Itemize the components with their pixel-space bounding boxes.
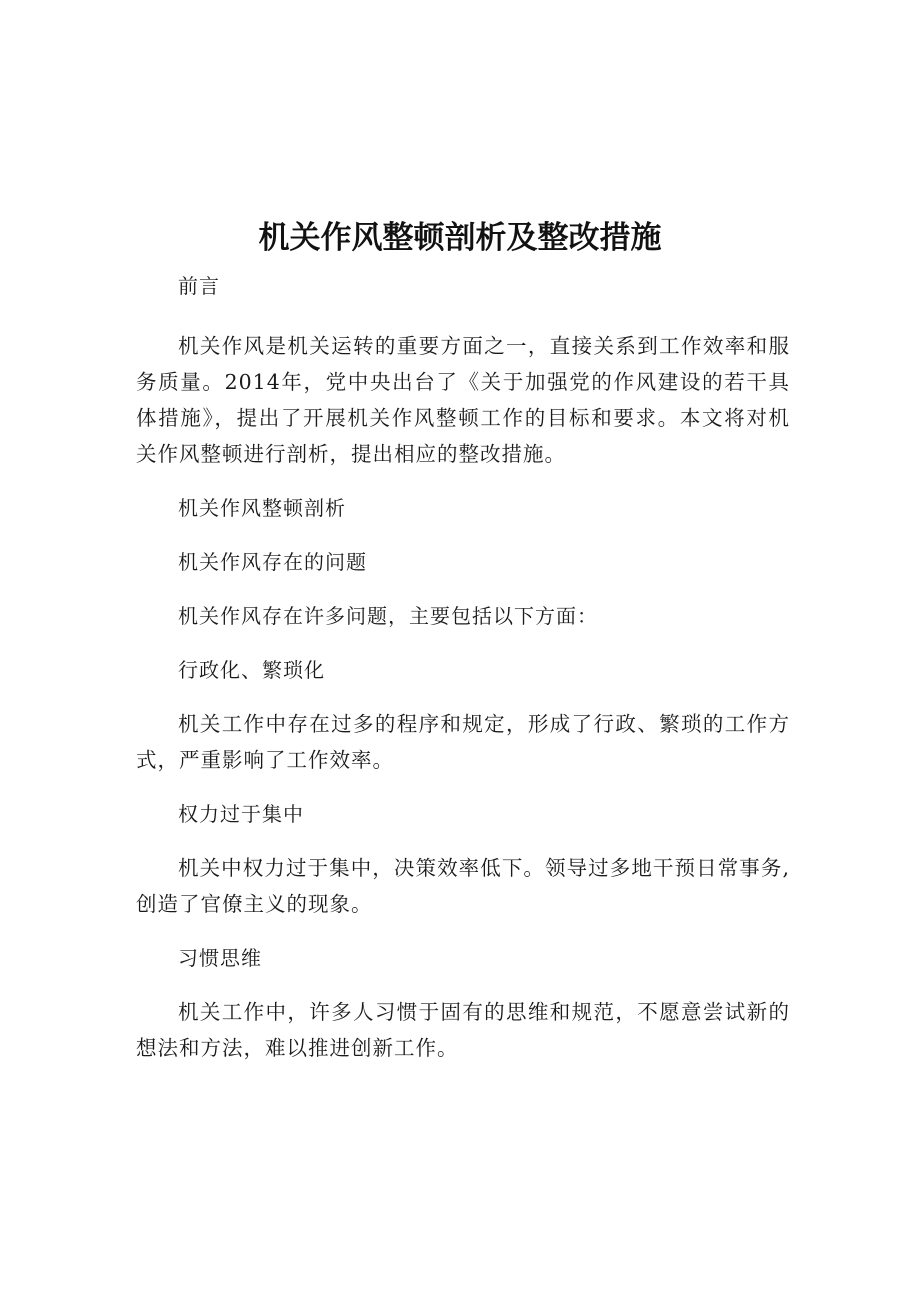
problem-heading-bureaucratization: 行政化、繁琐化 (178, 658, 325, 682)
spacer (136, 526, 790, 544)
problem-text-power-concentration: 机关中权力过于集中，决策效率低下。领导过多地干预日常事务,创造了官僚主义的现象。 (136, 856, 790, 916)
spacer (136, 976, 790, 994)
problem-text-habitual-thinking: 机关工作中，许多人习惯于固有的思维和规范，不愿意尝试新的想法和方法，难以推进创新工作。 (136, 1000, 790, 1060)
problem-heading-power-concentration: 权力过于集中 (178, 802, 304, 826)
problem-text-bureaucratization: 机关工作中存在过多的程序和规定，形成了行政、繁琐的工作方式，严重影响了工作效率。 (136, 712, 790, 772)
document-body (136, 268, 790, 1066)
preface-heading: 前言 (178, 274, 220, 298)
document-title: 机关作风整顿剖析及整改措施 (258, 220, 662, 256)
spacer (136, 832, 790, 850)
spacer (136, 688, 790, 706)
preface-paragraph: 机关作风是机关运转的重要方面之一，直接关系到工作效率和服务质量。2014年，党中央出台了《关于加强党的作风建设的若干具体措施》，提出了开展机关作风整顿工作的目标和要求。本文将对机关作风整顿进行剖析，提出相应的整改措施。 (136, 334, 790, 466)
spacer (136, 778, 790, 796)
spacer (136, 580, 790, 598)
spacer (136, 922, 790, 940)
spacer (136, 304, 790, 328)
section-heading: 机关作风整顿剖析 (178, 496, 346, 520)
spacer (136, 472, 790, 490)
problems-intro: 机关作风存在许多问题，主要包括以下方面： (178, 604, 598, 628)
subsection-heading: 机关作风存在的问题 (178, 550, 367, 574)
spacer (136, 634, 790, 652)
problem-heading-habitual-thinking: 习惯思维 (178, 946, 262, 970)
